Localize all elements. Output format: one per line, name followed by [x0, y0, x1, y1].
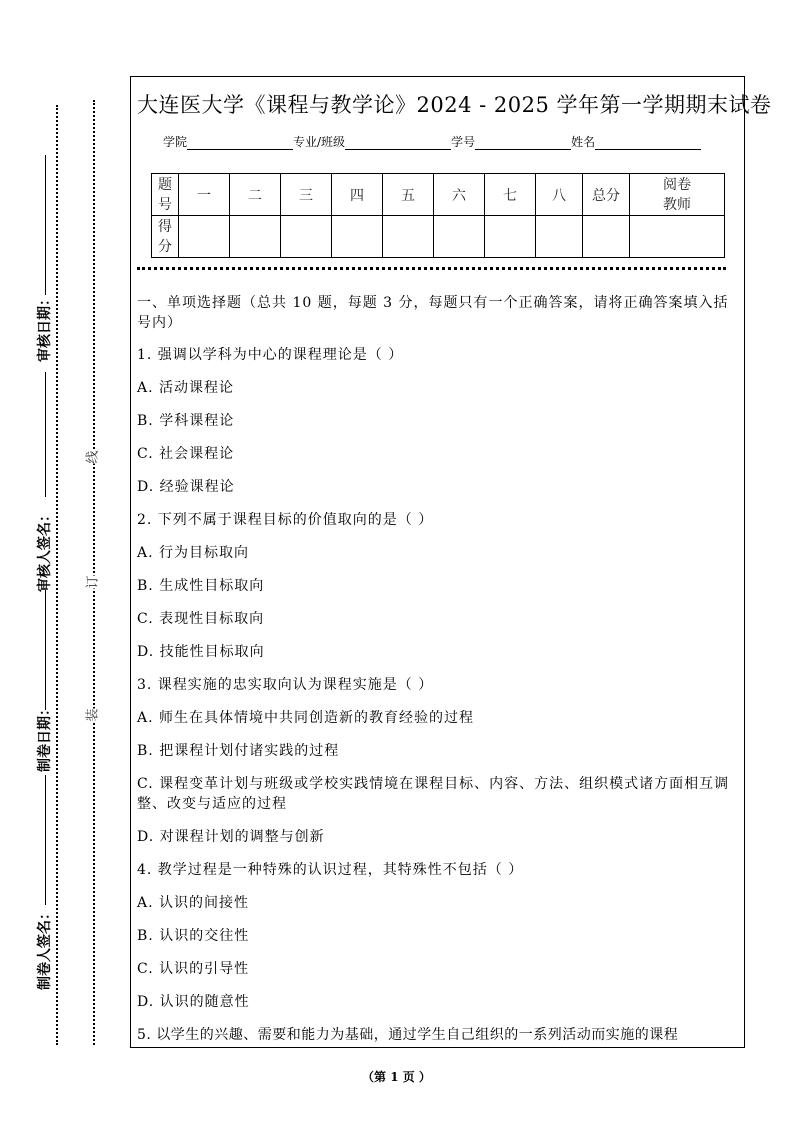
score-cell[interactable]	[332, 216, 383, 258]
binding-char-staple: 订	[85, 575, 101, 589]
student-id-field[interactable]	[475, 135, 571, 150]
student-info-row	[163, 133, 701, 150]
college-field[interactable]	[187, 135, 293, 150]
column-header-total: 总分	[583, 174, 630, 216]
binding-char-bind: 装	[85, 708, 101, 722]
score-cell[interactable]	[383, 216, 434, 258]
option: B. 学科课程论	[137, 413, 235, 429]
question-stem: 5. 以学生的兴趣、需要和能力为基础，通过学生自己组织的一系列活动而实施的课程	[137, 1027, 679, 1043]
column-header: 六	[434, 174, 485, 216]
option: D. 技能性目标取向	[137, 644, 265, 660]
option: C. 课程变革计划与班级或学校实践情境在课程目标、内容、方法、组织模式诸方面相互调整、改变与适应的过程	[137, 776, 730, 812]
column-header: 七	[485, 174, 536, 216]
major-class-field[interactable]	[345, 135, 451, 150]
column-header: 三	[281, 174, 332, 216]
college-label: 学院	[163, 135, 188, 149]
review-date-underline	[45, 155, 46, 295]
review-date-label: 审核日期：	[37, 292, 53, 362]
option: C. 社会课程论	[137, 446, 235, 462]
option: B. 把课程计划付诸实践的过程	[137, 743, 340, 759]
exam-maker-signature-label: 制卷人签名：	[37, 906, 53, 990]
option: D. 经验课程论	[137, 479, 235, 495]
score-cell[interactable]	[230, 216, 281, 258]
score-cell[interactable]	[536, 216, 583, 258]
score-cell[interactable]	[434, 216, 485, 258]
score-table	[151, 173, 725, 258]
major-class-label: 专业/班级	[293, 135, 346, 149]
section-heading: 一、单项选择题（总共 10 题，每题 3 分，每题只有一个正确答案，请将正确答案填入括号内）	[137, 295, 729, 331]
column-header-reviewer: 阅卷 教师	[630, 174, 725, 216]
exam-title: 大连医大学《课程与教学论》2024 - 2025 学年第一学期期末试卷	[137, 93, 772, 117]
name-field[interactable]	[595, 135, 701, 150]
reviewer-signature-underline	[45, 372, 46, 497]
score-cell-total[interactable]	[583, 216, 630, 258]
inner-dotted-line	[93, 100, 95, 1045]
column-header: 四	[332, 174, 383, 216]
exam-date-label: 制卷日期：	[37, 702, 53, 772]
question-stem: 3. 课程实施的忠实取向认为课程实施是（ ）	[137, 677, 434, 693]
question-number-row	[152, 174, 725, 216]
option: A. 认识的间接性	[137, 895, 250, 911]
binding-char-line: 线	[85, 450, 101, 464]
student-id-label: 学号	[451, 135, 476, 149]
page-number: （第 1 页 ）	[362, 1070, 431, 1084]
score-label: 得 分	[152, 216, 179, 258]
option: A. 活动课程论	[137, 380, 235, 396]
option: C. 表现性目标取向	[137, 611, 265, 627]
score-row	[152, 216, 725, 258]
option: D. 对课程计划的调整与创新	[137, 829, 325, 845]
option: B. 认识的交往性	[137, 928, 250, 944]
score-cell[interactable]	[281, 216, 332, 258]
column-header: 二	[230, 174, 281, 216]
option: B. 生成性目标取向	[137, 578, 265, 594]
outer-dotted-line	[56, 105, 58, 1045]
question-stem: 2. 下列不属于课程目标的价值取向的是（ ）	[137, 512, 434, 528]
column-header: 八	[536, 174, 583, 216]
question-stem: 1. 强调以学科为中心的课程理论是（ ）	[137, 347, 404, 363]
exam-date-underline	[45, 590, 46, 710]
question-stem: 4. 教学过程是一种特殊的认识过程，其特殊性不包括（ ）	[137, 862, 524, 878]
score-cell[interactable]	[485, 216, 536, 258]
option: A. 行为目标取向	[137, 545, 250, 561]
exam-frame	[130, 76, 772, 1048]
question-number-label: 题 号	[152, 174, 179, 216]
option: D. 认识的随意性	[137, 994, 250, 1010]
reviewer-signature-label: 审核人签名：	[37, 508, 53, 592]
question-content	[137, 293, 742, 1058]
option: A. 师生在具体情境中共同创造新的教育经验的过程	[137, 710, 475, 726]
score-cell-reviewer[interactable]	[630, 216, 725, 258]
score-cell[interactable]	[179, 216, 230, 258]
name-label: 姓名	[571, 135, 596, 149]
column-header: 一	[179, 174, 230, 216]
exam-maker-signature-underline	[45, 775, 46, 905]
option: C. 认识的引导性	[137, 961, 250, 977]
column-header: 五	[383, 174, 434, 216]
dotted-separator	[137, 267, 726, 270]
